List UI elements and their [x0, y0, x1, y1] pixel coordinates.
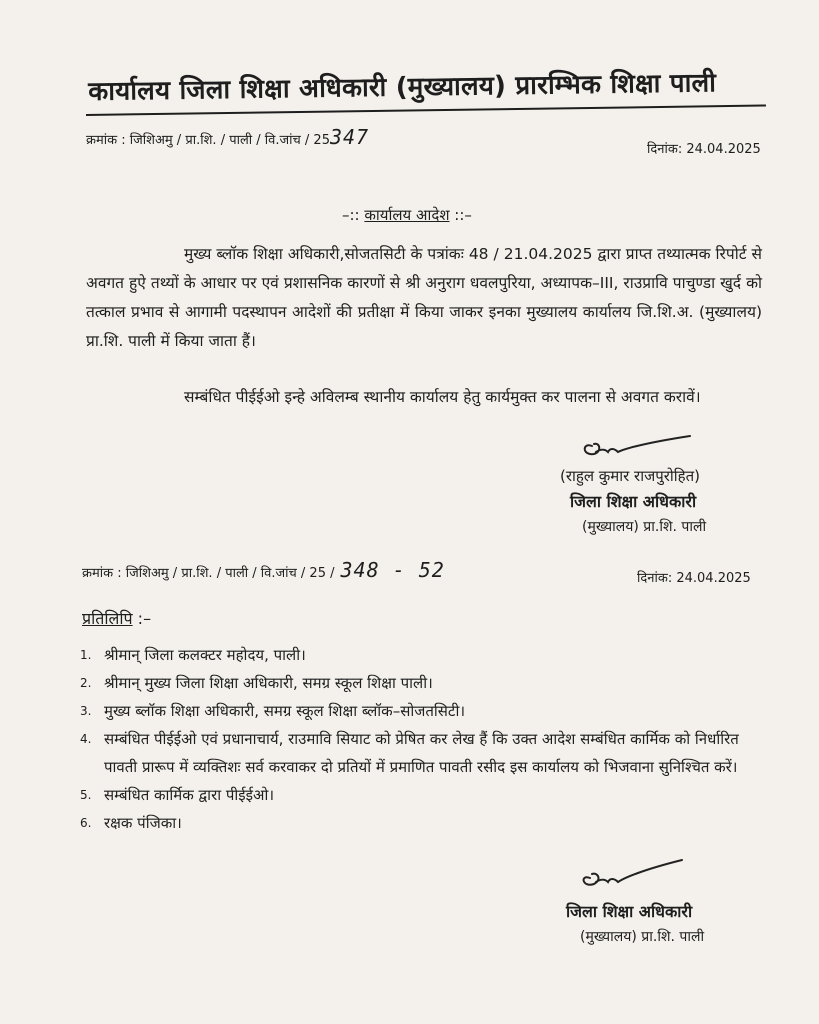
signatory-designation-2: जिला शिक्षा अधिकारी	[566, 902, 693, 921]
reference-prefix: क्रमांक : जिशिअमु / प्रा.शि. / पाली / वि.जांच / 25	[86, 133, 330, 148]
list-item	[80, 669, 770, 697]
list-item-number: 6.	[80, 816, 92, 830]
list-item-text: सम्बंधित कार्मिक द्वारा पीईईओ।	[104, 786, 275, 804]
list-item-number: 4.	[80, 732, 92, 746]
list-item-text: सम्बंधित पीईईओ एवं प्रधानाचार्य, राउमावि सियाट को प्रेषित कर लेख हैं कि उक्त आदेश सम्बंधित कार्मिक को निर्धारित पावती प्रारूप में व्यक्तिशः सर्व करवाकर दो प्रतियों में प्रमाणित पावती रसीद इस कार्यालय को भिजवाना सुनिश्चित करें।	[104, 730, 739, 776]
list-item	[80, 809, 770, 837]
reference-number	[86, 125, 369, 149]
copy-heading-text: प्रतिलिपि	[82, 609, 133, 628]
signatory-name: (राहुल कुमार राजपुरोहित)	[560, 467, 700, 485]
list-item	[80, 781, 770, 809]
copy-date: दिनांक: 24.04.2025	[637, 571, 751, 586]
order-heading-right-mark: ::–	[449, 206, 472, 224]
signature-scribble-1	[578, 432, 698, 466]
reference-number-handwritten: 347	[329, 125, 370, 149]
list-item-number: 5.	[80, 788, 92, 802]
order-heading	[342, 205, 472, 225]
list-item	[80, 697, 770, 725]
order-paragraph-1: मुख्य ब्लॉक शिक्षा अधिकारी,सोजतसिटी के पत्रांकः 48 / 21.04.2025 द्वारा प्राप्त तथ्यात्मक रिपोर्ट से अवगत हुऐ तथ्यों के आधार पर एवं प्रशासनिक कारणों से श्री अनुराग धवलपुरिया, अध्यापक–III, राउप्रावि पाचुण्डा खुर्द को तत्काल प्रभाव से आगामी पदस्थापन आदेशों की प्रतीक्षा में किया जाकर इनका मुख्यालय कार्यालय जि.शि.अ. (मुख्यालय) प्रा.शि. पाली में किया जाता हैं।	[86, 245, 762, 350]
list-item-text: रक्षक पंजिका।	[104, 814, 182, 832]
order-heading-left-mark: –::	[342, 206, 365, 224]
list-item-text: श्रीमान् मुख्य जिला शिक्षा अधिकारी, समग्र स्कूल शिक्षा पाली।	[104, 674, 433, 692]
list-item-number: 1.	[80, 648, 92, 662]
list-item	[80, 641, 770, 669]
copy-recipients-list	[80, 641, 770, 837]
copy-reference-number	[82, 558, 445, 582]
list-item-text: मुख्य ब्लॉक शिक्षा अधिकारी, समग्र स्कूल शिक्षा ब्लॉक–सोजतसिटी।	[104, 702, 466, 720]
signature-scribble-2	[578, 858, 688, 894]
list-item-text: श्रीमान् जिला कलक्टर महोदय, पाली।	[104, 646, 306, 664]
copy-reference-prefix: क्रमांक : जिशिअमु / प्रा.शि. / पाली / वि.जांच / 25 /	[82, 566, 335, 581]
order-date: दिनांक: 24.04.2025	[647, 142, 761, 157]
copy-reference-number-handwritten: 348 - 52	[340, 558, 445, 582]
order-heading-text: कार्यालय आदेश	[364, 206, 450, 224]
signatory-office-2: (मुख्यालय) प्रा.शि. पाली	[580, 929, 705, 945]
copy-heading	[82, 607, 151, 629]
copy-heading-suffix: :–	[132, 609, 152, 628]
signatory-office: (मुख्यालय) प्रा.शि. पाली	[582, 519, 707, 535]
list-item-number: 2.	[80, 676, 92, 690]
list-item	[80, 725, 770, 781]
order-paragraph-2: सम्बंधित पीईईओ इन्हे अविलम्ब स्थानीय कार्यालय हेतु कार्यमुक्त कर पालना से अवगत करावें।	[184, 388, 701, 406]
office-title: कार्यालय जिला शिक्षा अधिकारी (मुख्यालय) प्रारम्भिक शिक्षा पाली	[88, 68, 717, 107]
list-item-number: 3.	[80, 704, 92, 718]
signatory-designation: जिला शिक्षा अधिकारी	[570, 492, 697, 511]
